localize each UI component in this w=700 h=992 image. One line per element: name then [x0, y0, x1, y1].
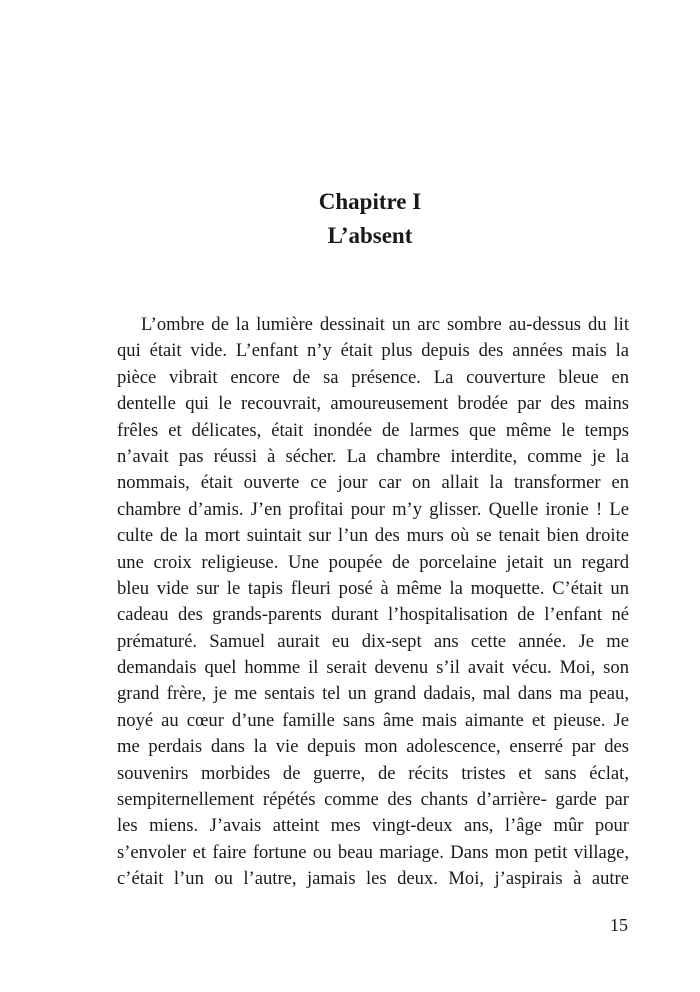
text-line: qui était vide. L’enfant n’y était plus depuis des années mais la — [117, 340, 629, 362]
text-line: une croix religieuse. Une poupée de porcelaine jetait un regard — [117, 551, 629, 573]
page-number: 15 — [610, 915, 628, 935]
text-line: pièce vibrait encore de sa présence. La couverture bleue en — [117, 366, 629, 388]
text-line: grand frère, je me sentais tel un grand dadais, mal dans ma peau, — [117, 683, 629, 705]
chapter-heading — [20, 185, 700, 253]
text-line: chambre d’amis. J’en profitai pour m’y glisser. Quelle ironie ! Le — [117, 498, 629, 520]
text-line: dentelle qui le recouvrait, amoureusement brodée par des mains — [117, 393, 629, 415]
text-line: culte de la mort suintait sur l’un des murs où se tenait bien droite — [117, 525, 629, 547]
chapter-subtitle: L’absent — [327, 223, 413, 248]
text-line: nommais, était ouverte ce jour car on allait la transformer en — [117, 472, 629, 494]
text-line: bleu vide sur le tapis fleuri posé à même la moquette. C’était un — [117, 577, 629, 599]
text-line: n’avait pas réussi à sécher. La chambre interdite, comme je la — [117, 445, 629, 467]
text-line: prématuré. Samuel aurait eu dix-sept ans cette année. Je me — [117, 630, 629, 652]
text-line: frêles et délicates, était inondée de larmes que même le temps — [117, 419, 629, 441]
text-line: noyé au cœur d’une famille sans âme mais aimante et pieuse. Je — [117, 709, 629, 731]
text-line: L’ombre de la lumière dessinait un arc sombre au-dessus du lit — [141, 314, 629, 335]
text-line: s’envoler et faire fortune ou beau mariage. Dans mon petit village, — [117, 841, 629, 863]
chapter-number-title: Chapitre I — [318, 189, 422, 214]
text-line: demandais quel homme il serait devenu s’il avait vécu. Moi, son — [117, 657, 629, 679]
text-line: c’était l’un ou l’autre, jamais les deux. Moi, j’aspirais à autre — [117, 868, 629, 890]
chapter-body-text — [117, 312, 629, 893]
text-line: cadeau des grands-parents durant l’hospitalisation de l’enfant né — [117, 604, 629, 626]
text-line: souvenirs morbides de guerre, de récits tristes et sans éclat, — [117, 762, 629, 784]
text-line: sempiternellement répétés comme des chants d’arrière- garde par — [117, 789, 629, 811]
text-line: me perdais dans la vie depuis mon adolescence, enserré par des — [117, 736, 629, 758]
text-line: les miens. J’avais atteint mes vingt-deux ans, l’âge mûr pour — [117, 815, 629, 837]
